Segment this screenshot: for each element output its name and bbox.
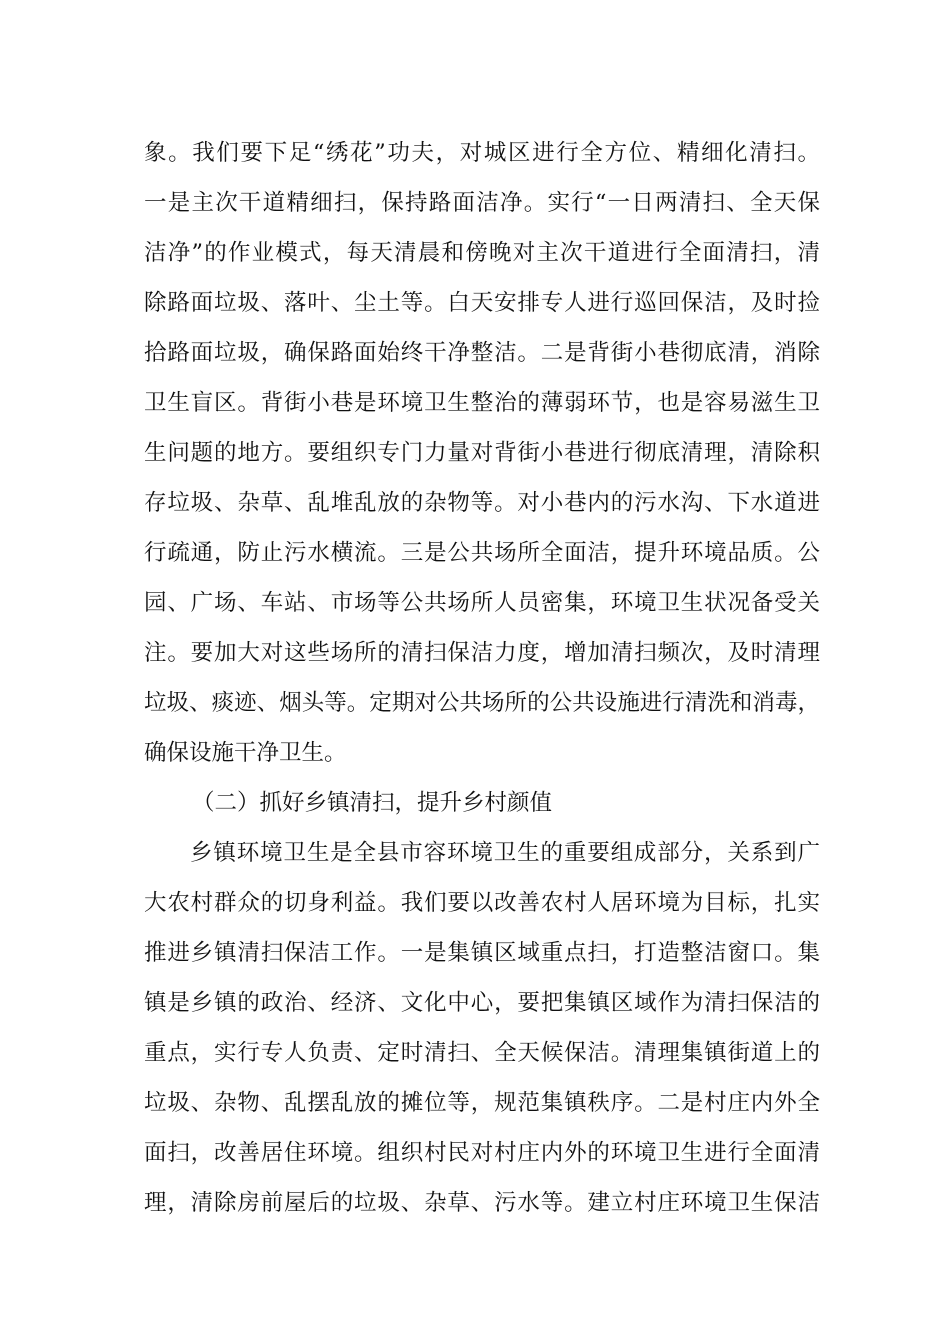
- text-line: 行疏通，防止污水横流。三是公共场所全面洁，提升环境品质。公: [144, 540, 820, 566]
- section-heading: （二）抓好乡镇清扫，提升乡村颜值: [192, 790, 553, 816]
- text-line: 面扫，改善居住环境。组织村民对村庄内外的环境卫生进行全面清: [144, 1140, 820, 1166]
- text-line: 卫生盲区。背街小巷是环境卫生整治的薄弱环节，也是容易滋生卫: [144, 390, 820, 416]
- paragraph-first-line: 乡镇环境卫生是全县市容环境卫生的重要组成部分，关系到广: [190, 840, 820, 866]
- text-line: 确保设施干净卫生。: [144, 740, 347, 766]
- text-line: 大农村群众的切身利益。我们要以改善农村人居环境为目标，扎实: [144, 890, 820, 916]
- text-line: 存垃圾、杂草、乱堆乱放的杂物等。对小巷内的污水沟、下水道进: [144, 490, 820, 516]
- text-line: 重点，实行专人负责、定时清扫、全天候保洁。清理集镇街道上的: [144, 1040, 820, 1066]
- text-line: 镇是乡镇的政治、经济、文化中心，要把集镇区域作为清扫保洁的: [144, 990, 820, 1016]
- text-line: 生问题的地方。要组织专门力量对背街小巷进行彻底清理，清除积: [144, 440, 820, 466]
- text-line: 垃圾、杂物、乱摆乱放的摊位等，规范集镇秩序。二是村庄内外全: [144, 1090, 820, 1116]
- text-line: 一是主次干道精细扫，保持路面洁净。实行“一日两清扫、全天保: [144, 190, 820, 216]
- text-line: 理，清除房前屋后的垃圾、杂草、污水等。建立村庄环境卫生保洁: [144, 1190, 820, 1216]
- text-line: 除路面垃圾、落叶、尘土等。白天安排专人进行巡回保洁，及时捡: [144, 290, 820, 316]
- text-line: 注。要加大对这些场所的清扫保洁力度，增加清扫频次，及时清理: [144, 640, 820, 666]
- text-line: 园、广场、车站、市场等公共场所人员密集，环境卫生状况备受关: [144, 590, 820, 616]
- text-line: 拾路面垃圾，确保路面始终干净整洁。二是背街小巷彻底清，消除: [144, 340, 820, 366]
- text-line: 垃圾、痰迹、烟头等。定期对公共场所的公共设施进行清洗和消毒，: [144, 690, 820, 716]
- text-line: 推进乡镇清扫保洁工作。一是集镇区域重点扫，打造整洁窗口。集: [144, 940, 820, 966]
- text-line: 象。我们要下足“绣花”功夫，对城区进行全方位、精细化清扫。: [144, 140, 820, 166]
- text-line: 洁净”的作业模式，每天清晨和傍晚对主次干道进行全面清扫，清: [144, 240, 820, 266]
